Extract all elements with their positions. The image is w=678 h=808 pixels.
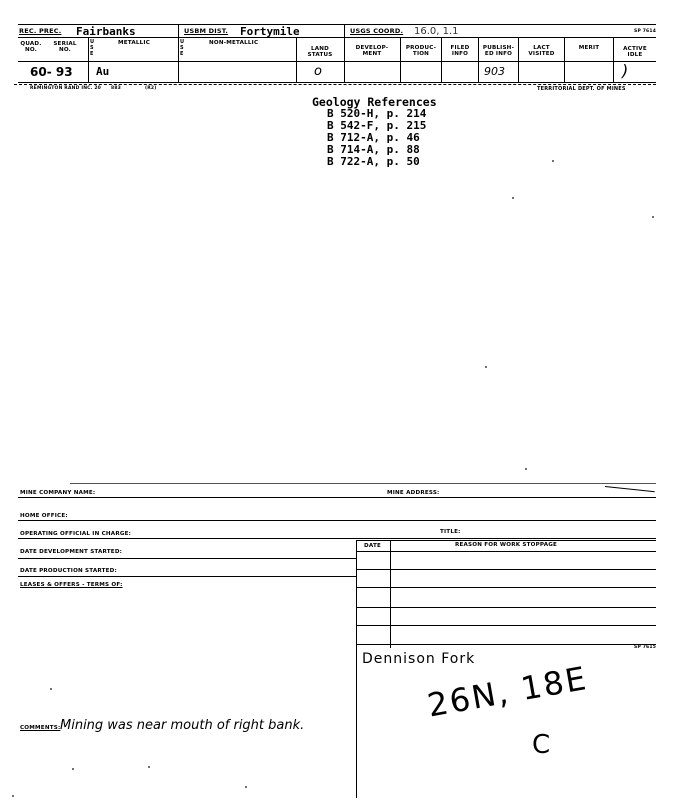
use-marker-2: USE bbox=[180, 39, 185, 57]
home-office-label: HOME OFFICE: bbox=[20, 513, 68, 519]
department-name: TERRITORIAL DEPT. OF MINES bbox=[537, 86, 626, 92]
operating-official-label: OPERATING OFFICIAL IN CHARGE: bbox=[20, 531, 132, 537]
reason-column-header: REASON FOR WORK STOPPAGE bbox=[455, 542, 558, 548]
published-info-value: 903 bbox=[484, 65, 505, 78]
date-development-started-label: DATE DEVELOPMENT STARTED: bbox=[20, 549, 123, 555]
active-idle-header: ACTIVE IDLE bbox=[623, 46, 647, 58]
reference-item: B 722-A, p. 50 bbox=[327, 155, 420, 168]
metallic-header: METALLIC bbox=[118, 40, 151, 46]
development-header: DEVELOP- MENT bbox=[355, 45, 389, 57]
form-number-top: SP 7614 bbox=[634, 29, 657, 34]
last-visited-header: LACT VISITED bbox=[528, 45, 555, 57]
usgs-coord-value: 16.0, 1.1 bbox=[414, 26, 459, 37]
non-metallic-header: NON-METALLIC bbox=[209, 40, 259, 46]
reference-item: B 542-F, p. 215 bbox=[327, 119, 427, 132]
metallic-value: Au bbox=[96, 65, 110, 78]
mine-company-label: MINE COMPANY NAME: bbox=[20, 490, 96, 496]
mine-address-label: MINE ADDRESS: bbox=[387, 490, 440, 496]
active-idle-value: ) bbox=[622, 61, 629, 80]
reference-item: B 520-H, p. 214 bbox=[327, 107, 427, 120]
quad-no-header: QUAD. NO. bbox=[20, 41, 42, 53]
reference-item: B 712-A, p. 46 bbox=[327, 131, 420, 144]
references-title: Geology References bbox=[312, 95, 437, 109]
rec-prec-value: Fairbanks bbox=[76, 25, 136, 38]
usgs-coord-label: USGS COORD. bbox=[350, 27, 404, 35]
date-production-started-label: DATE PRODUCTION STARTED: bbox=[20, 568, 117, 574]
form-number-bottom: SP 7615 bbox=[634, 645, 657, 650]
printer-code: 883 bbox=[111, 86, 121, 91]
printer-imprint: REMINGTON RAND INC. 20 bbox=[30, 86, 101, 91]
comments-label: COMMENTS: bbox=[20, 725, 61, 731]
filed-info-header: FILED INFO bbox=[450, 45, 470, 57]
serial-no-header: SERIAL NO. bbox=[53, 41, 77, 53]
township-range: 26N, 18E bbox=[424, 658, 591, 725]
land-status-value: o bbox=[314, 64, 322, 79]
usbm-dist-label: USBM DIST. bbox=[184, 27, 229, 35]
printer-code-2: (R2) bbox=[145, 86, 157, 91]
reference-item: B 714-A, p. 88 bbox=[327, 143, 420, 156]
title-label: TITLE: bbox=[440, 529, 461, 535]
quad-serial-value: 60- 93 bbox=[30, 65, 73, 79]
comments-value: Mining was near mouth of right bank. bbox=[60, 718, 305, 733]
published-info-header: PUBLISH- ED INFO bbox=[482, 45, 515, 57]
merit-header: MERIT bbox=[578, 45, 600, 51]
production-header: PRODUC- TION bbox=[405, 45, 437, 57]
use-marker-1: USE bbox=[90, 39, 95, 57]
date-column-header: DATE bbox=[364, 543, 381, 549]
leases-offers-label: LEASES & OFFERS - TERMS OF: bbox=[20, 582, 123, 588]
location-name: Dennison Fork bbox=[362, 651, 476, 667]
rec-prec-label: REC. PREC. bbox=[19, 27, 62, 35]
usbm-dist-value: Fortymile bbox=[240, 25, 300, 38]
meridian: C bbox=[532, 730, 551, 760]
geology-references bbox=[312, 96, 437, 168]
land-status-header: LAND STATUS bbox=[307, 46, 333, 58]
